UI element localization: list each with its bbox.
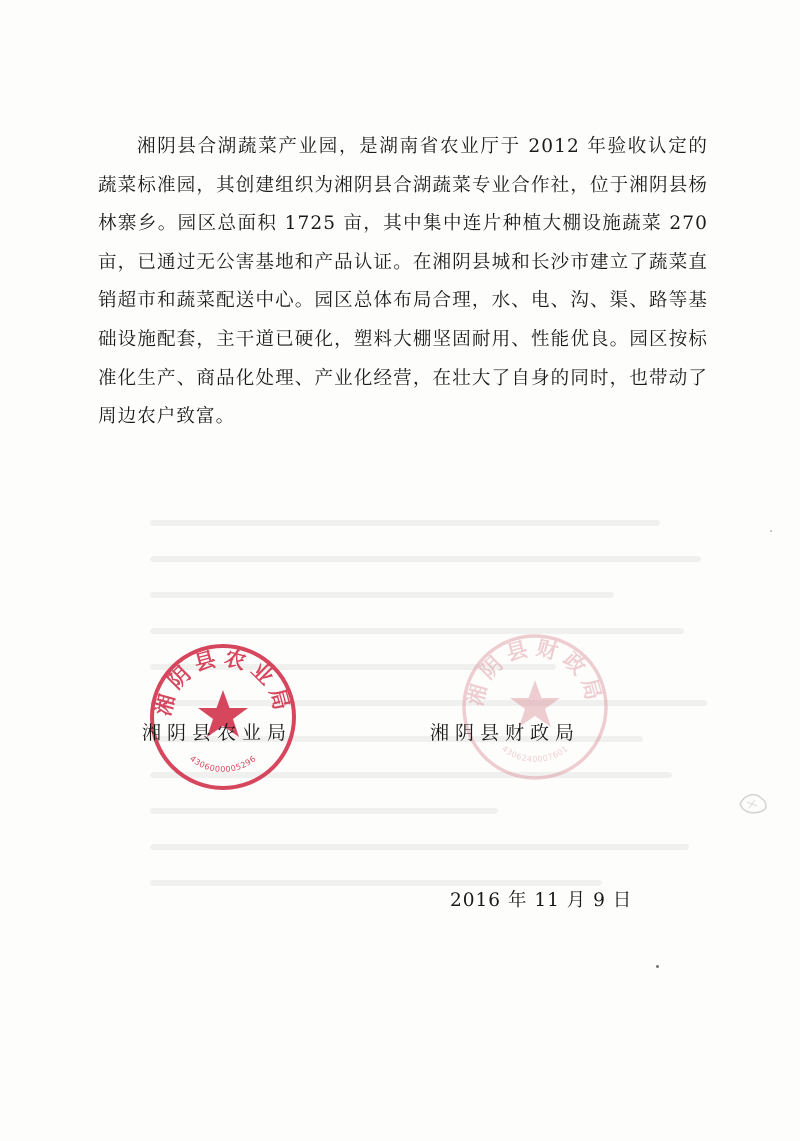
signer-finance-bureau: 湘阴县财政局 xyxy=(430,722,581,744)
seal-ring-text: 湘阴县农业局 xyxy=(149,644,297,719)
scan-speck xyxy=(656,965,659,968)
seal-code-text: 4306240007601 xyxy=(500,744,570,764)
document-date: 2016 年 11 月 9 日 xyxy=(450,890,633,911)
scan-smudge xyxy=(737,790,771,816)
agriculture-bureau-seal xyxy=(148,642,298,792)
scan-speck xyxy=(770,530,772,532)
body-paragraph: 湘阴县合湖蔬菜产业园，是湖南省农业厅于 2012 年验收认定的蔬菜标准园，其创建组织为湘阴县合湖蔬菜专业合作社，位于湘阴县杨林寨乡。园区总面积 1725 亩，其中集中连片种植大棚设施蔬菜 270 亩，已通过无公害基地和产品认证。在湘阴县城和长沙市建立了蔬菜直销超市和蔬菜配送中心。园区总体布局合理，水、电、沟、渠、路等基础设施配套，主干道已硬化，塑料大棚坚固耐用、性能优良。园区按标准化生产、商品化处理、产业化经营，在壮大了自身的同时，也带动了周边农户致富。 xyxy=(98,136,708,428)
finance-bureau-seal xyxy=(460,632,610,782)
seal-code-text: 4306000005296 xyxy=(188,754,258,774)
signer-agriculture-bureau: 湘阴县农业局 xyxy=(142,722,293,744)
seal-ring-text: 湘阴县财政局 xyxy=(461,634,609,709)
